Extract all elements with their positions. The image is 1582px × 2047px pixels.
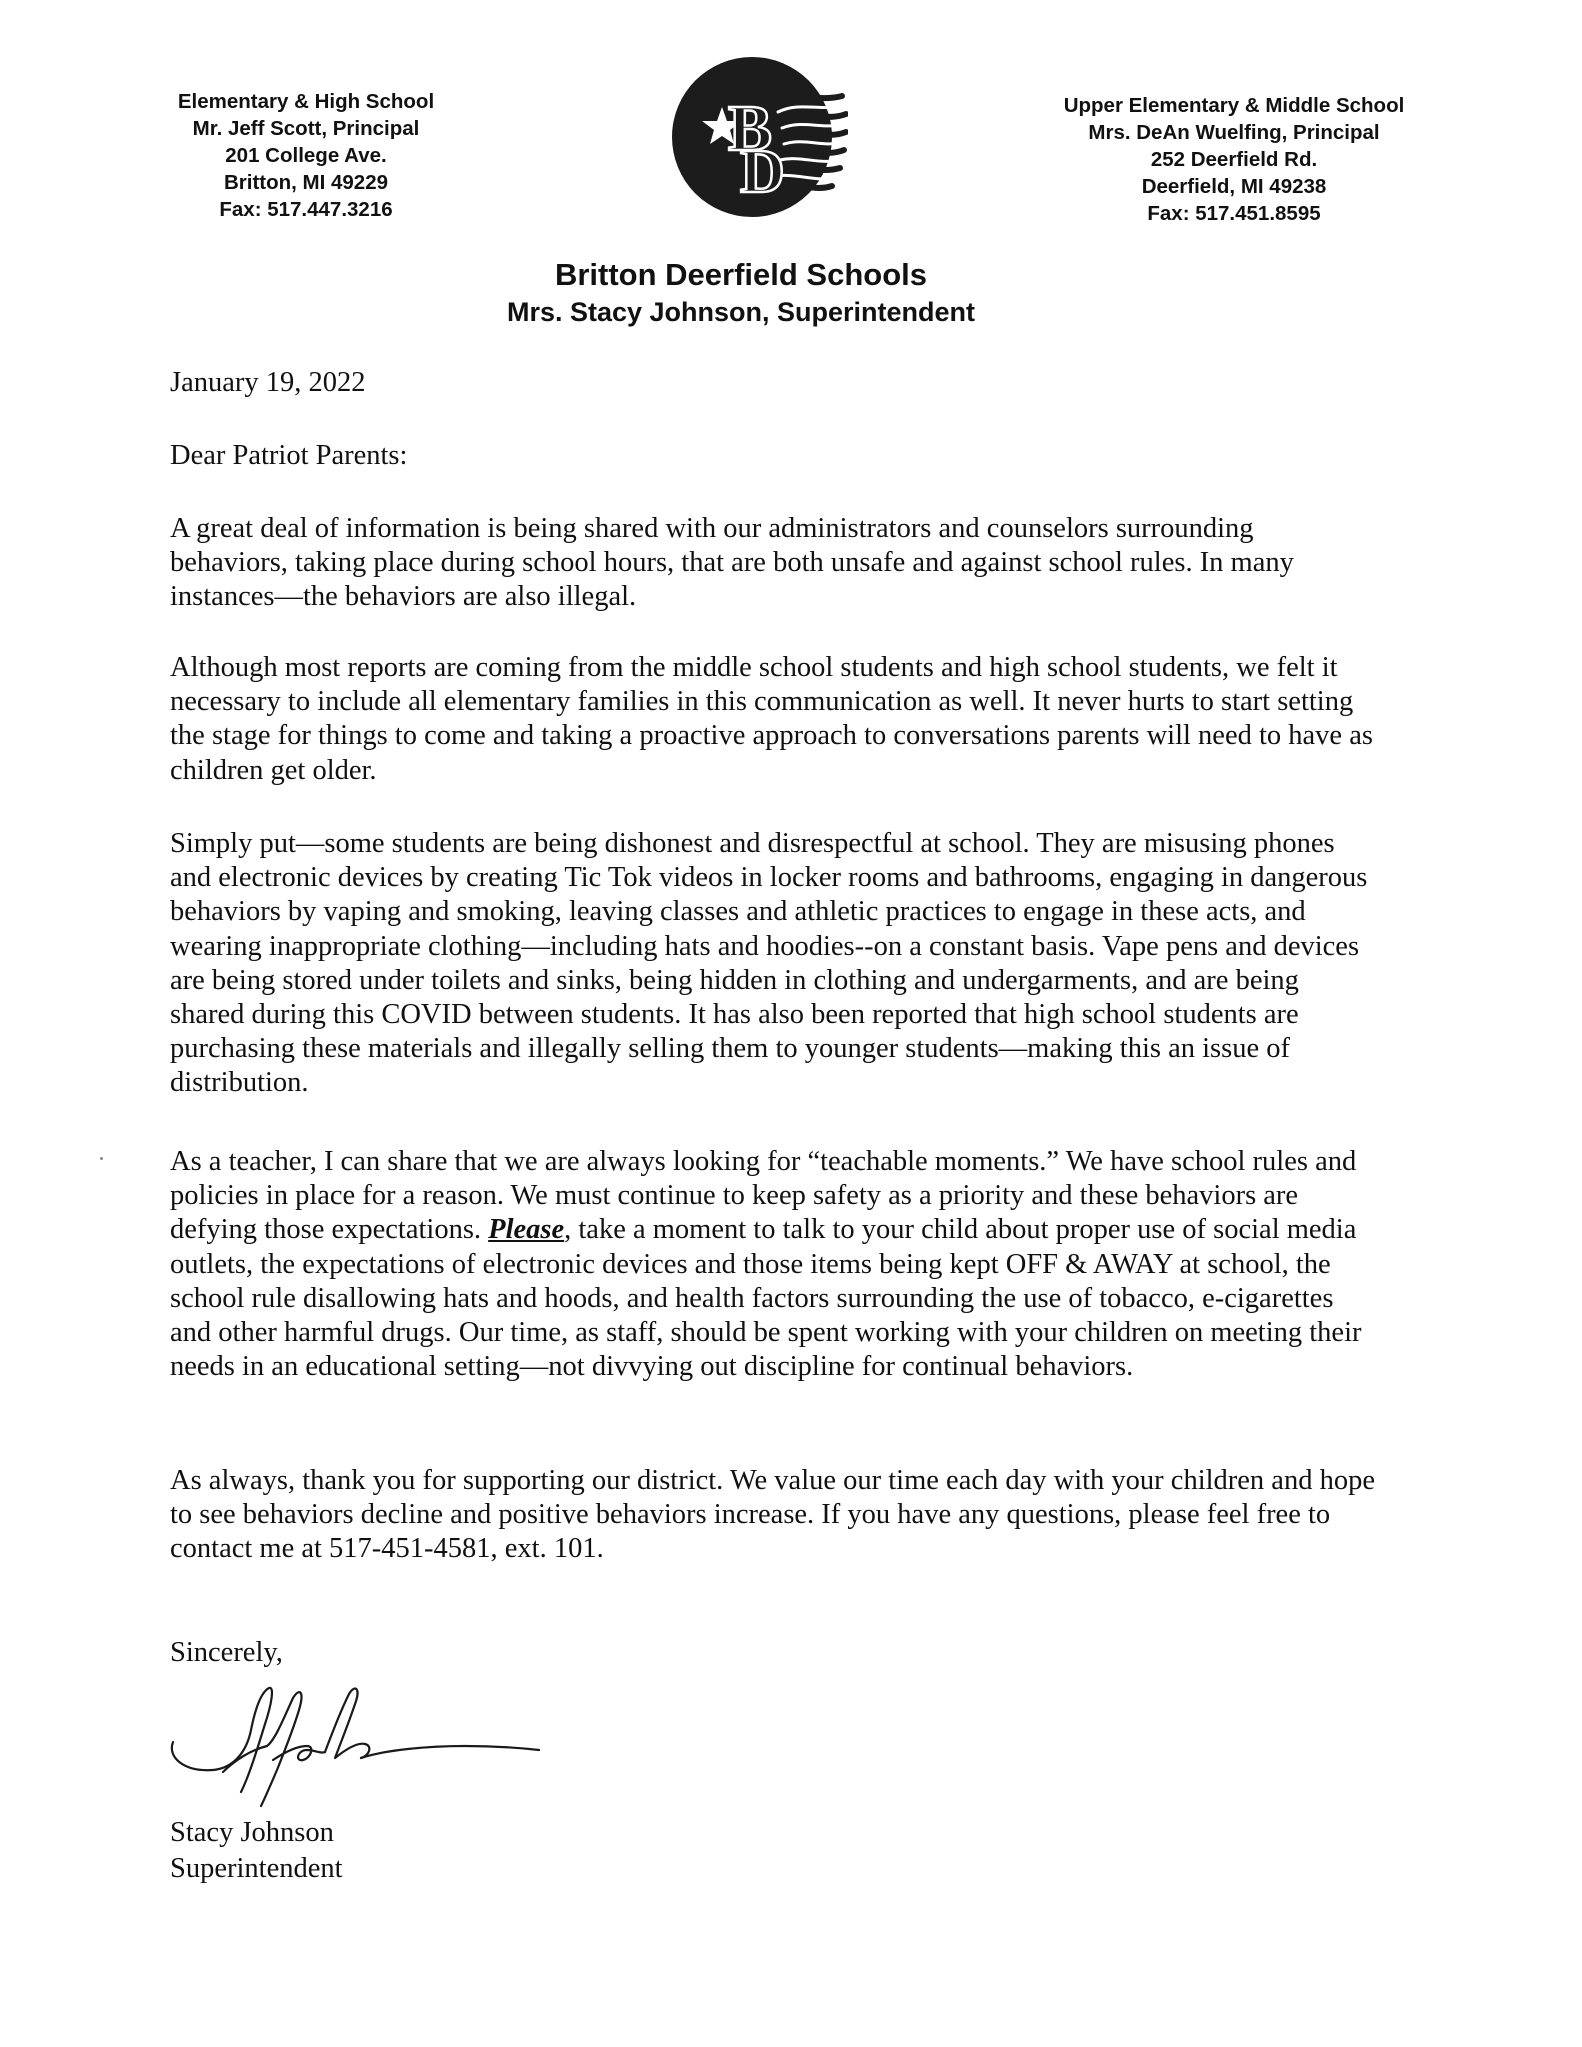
logo-letter-b: B [728,92,773,165]
letter-salutation: Dear Patriot Parents: [170,440,408,471]
letter-paragraph [170,1145,1375,1384]
letter-paragraph: As always, thank you for supporting our district. We value our time each day with your children and hope to see behaviors decline and positive behaviors increase. If you have any questions, please feel free to contact me at 517-451-4581, ext. 101. [170,1465,1375,1565]
district-header [391,256,1091,330]
left-school-name: Elementary & High School [177,90,435,113]
right-school-city: Deerfield, MI 49238 [1141,175,1327,198]
logo-letter-d: D [740,138,785,206]
letter-paragraph: A great deal of information is being shared with our administrators and counselors surrounding behaviors, taking place during school hours, that are both unsafe and against school rules. In many instances—the behaviors are also illegal. [170,513,1294,613]
letter-paragraph: Although most reports are coming from the middle school students and high school students, we felt it necessary to include all elementary families in this communication as well. It never hurts to start setting the stage for things to come and taking a proactive approach to conversations parents will need to have as children get older. [170,652,1373,786]
handwritten-signature [165,1680,545,1810]
district-superintendent: Mrs. Stacy Johnson, Superintendent [506,297,976,327]
left-school-city: Britton, MI 49229 [223,171,389,194]
right-school-street: 252 Deerfield Rd. [1150,148,1318,171]
letter-paragraph: Simply put—some students are being dishonest and disrespectful at school. They are misusing phones and electronic devices by creating Tic Tok videos in locker rooms and bathrooms, engaging in dangerous behaviors by vaping and smoking, leaving classes and athletic practices to engage in these acts, and wearing inappropriate clothing—including hats and hoodies--on a constant basis. Vape pens and devices are being stored under toilets and sinks, being hidden in clothing and undergarments, and are being shared during this COVID between students. It has also been reported that high school students are purchasing these materials and illegally selling them to younger students—making this an issue of distribution. [170,828,1368,1099]
signer-name: Stacy Johnson [170,1817,334,1848]
letter-closing: Sincerely, [170,1637,283,1668]
emphasized-word: Please [488,1214,565,1246]
paragraph-text: As a teacher, I can share that we are always looking for “teachable moments.” We have school rules and policies in place for a reason. We must continue to keep safety as a priority and these behaviors are defying those expectations. [170,1146,1357,1246]
left-school-street: 201 College Ave. [225,144,387,167]
right-school-fax: Fax: 517.451.8595 [1147,202,1321,225]
paragraph-text: , take a moment to talk to your child about proper use of social media outlets, the expectations of electronic devices and those items being kept OFF & AWAY at school, the school rule disallowing hats and hoods, and health factors surrounding the use of tobacco, e-cigarettes and other harmful drugs. Our time, as staff, should be spent working with your children on meeting their needs in an educational setting—not divvying out discipline for continual behaviors. [170,1214,1362,1383]
school-seal-icon [660,52,848,222]
letter-date: January 19, 2022 [170,367,366,398]
right-school-principal: Mrs. DeAn Wuelfing, Principal [1088,121,1380,144]
right-school-address [1024,92,1444,227]
left-school-principal: Mr. Jeff Scott, Principal [192,117,420,140]
district-name: Britton Deerfield Schools [554,257,928,292]
signer-title: Superintendent [170,1853,343,1884]
scan-speck [100,1157,103,1160]
left-school-address [116,88,496,223]
right-school-name: Upper Elementary & Middle School [1063,94,1405,117]
left-school-fax: Fax: 517.447.3216 [219,198,393,221]
